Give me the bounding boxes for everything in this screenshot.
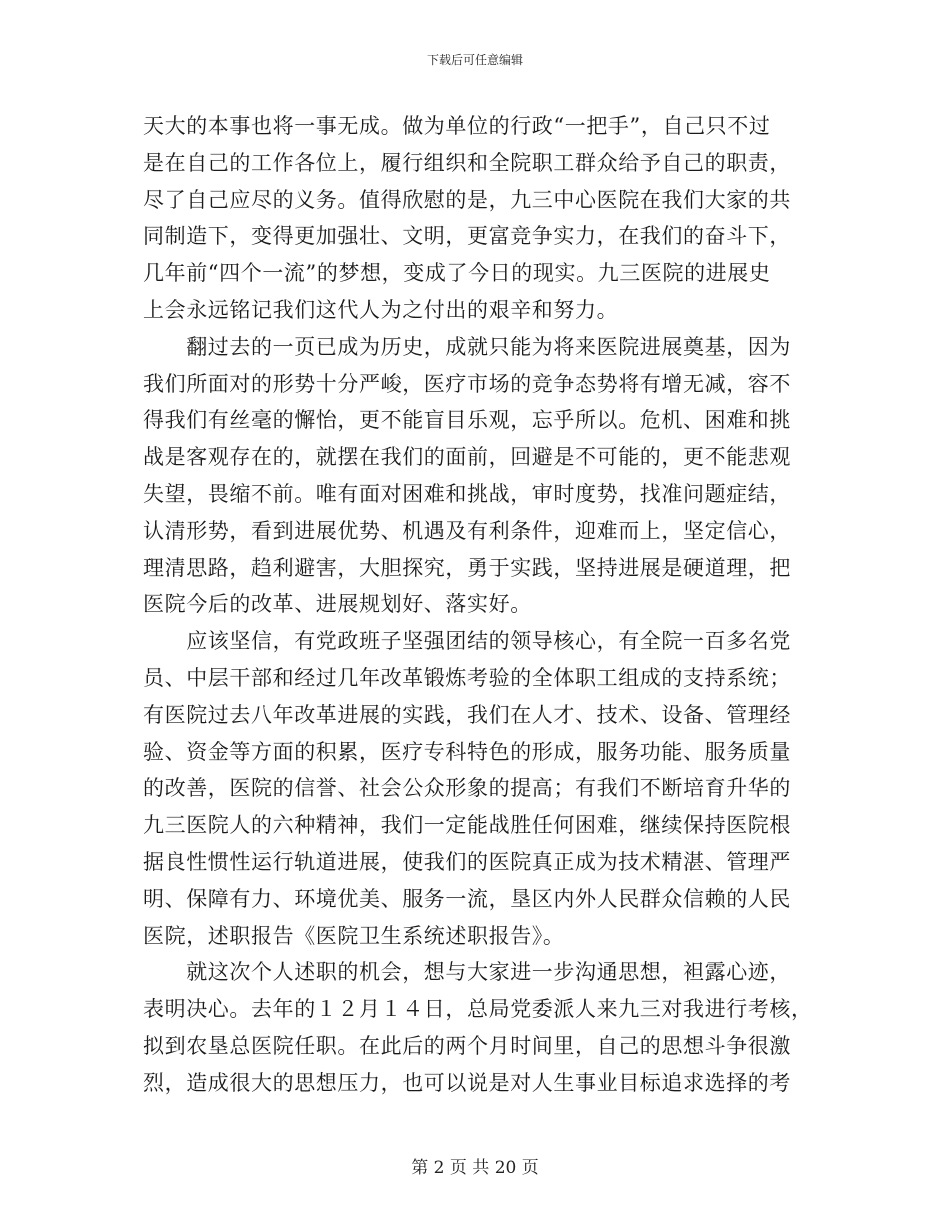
text-line: 烈，造成很大的思想压力，也可以说是对人生事业目标追求选择的考 xyxy=(143,1070,791,1095)
paragraph-3 xyxy=(143,623,811,954)
text-line: 九三医院人的六种精神，我们一定能战胜任何困难，继续保持医院根 xyxy=(143,813,791,838)
text-line: 表明决心。去年的１２月１４日，总局党委派人来九三对我进行考核， xyxy=(143,997,813,1022)
text-line: 认清形势，看到进展优势、机遇及有利条件，迎难而上，坚定信心， xyxy=(143,518,791,543)
document-body xyxy=(143,108,811,1102)
paragraph-2 xyxy=(143,329,811,623)
paragraph-1 xyxy=(143,108,811,329)
text-line: 我们所面对的形势十分严峻，医疗市场的竞争态势将有增无减，容不 xyxy=(143,371,791,396)
text-line: 就这次个人述职的机会，想与大家进一步沟通思想，袒露心迹， xyxy=(143,960,791,985)
text-line: 验、资金等方面的积累，医疗专科特色的形成，服务功能、服务质量 xyxy=(143,739,791,764)
text-line: 员、中层干部和经过几年改革锻炼考验的全体职工组成的支持系统； xyxy=(143,665,791,690)
text-line: 几年前“四个一流”的梦想，变成了今日的现实。九三医院的进展史 xyxy=(143,261,771,286)
text-line: 得我们有丝毫的懈怡，更不能盲目乐观，忘乎所以。危机、困难和挑 xyxy=(143,408,791,433)
text-line: 理清思路，趋利避害，大胆探究，勇于实践，坚持进展是硬道理，把 xyxy=(143,555,791,580)
text-line: 同制造下，变得更加强壮、文明，更富竞争实力，在我们的奋斗下， xyxy=(143,224,791,249)
text-line: 失望，畏缩不前。唯有面对困难和挑战，审时度势，找准问题症结， xyxy=(143,481,791,506)
page-header: 下载后可任意编辑 xyxy=(426,53,523,67)
text-line: 医院今后的改革、进展规划好、落实好。 xyxy=(143,592,532,617)
text-line: 上会永远铭记我们这代人为之付出的艰辛和努力。 xyxy=(143,297,619,322)
page-number: 第 2 页 共 20 页 xyxy=(411,1158,539,1178)
text-line: 应该坚信，有党政班子坚强团结的领导核心，有全院一百多名党 xyxy=(143,629,791,654)
text-line: 翻过去的一页已成为历史，成就只能为将来医院进展奠基，因为 xyxy=(143,334,791,359)
text-line: 拟到农垦总医院任职。在此后的两个月时间里，自己的思想斗争很激 xyxy=(143,1033,791,1058)
text-line: 天大的本事也将一事无成。做为单位的行政“一把手”，自己只不过 xyxy=(143,114,771,138)
text-line: 战是客观存在的，就摆在我们的面前，回避是不可能的，更不能悲观 xyxy=(143,445,791,470)
text-line: 的改善，医院的信誉、社会公众形象的提高；有我们不断培育升华的 xyxy=(143,776,791,801)
text-line: 明、保障有力、环境优美、服务一流，垦区内外人民群众信赖的人民 xyxy=(143,886,791,911)
text-line: 有医院过去八年改革进展的实践，我们在人才、技术、设备、管理经 xyxy=(143,702,791,727)
paragraph-4 xyxy=(143,954,811,1101)
text-line: 据良性惯性运行轨道进展，使我们的医院真正成为技术精湛、管理严 xyxy=(143,849,791,874)
text-line: 医院，述职报告《医院卫生系统述职报告》。 xyxy=(143,923,565,948)
text-line: 尽了自己应尽的义务。值得欣慰的是，九三中心医院在我们大家的共 xyxy=(143,187,791,212)
text-line: 是在自己的工作各位上，履行组织和全院职工群众给予自己的职责， xyxy=(143,150,791,175)
